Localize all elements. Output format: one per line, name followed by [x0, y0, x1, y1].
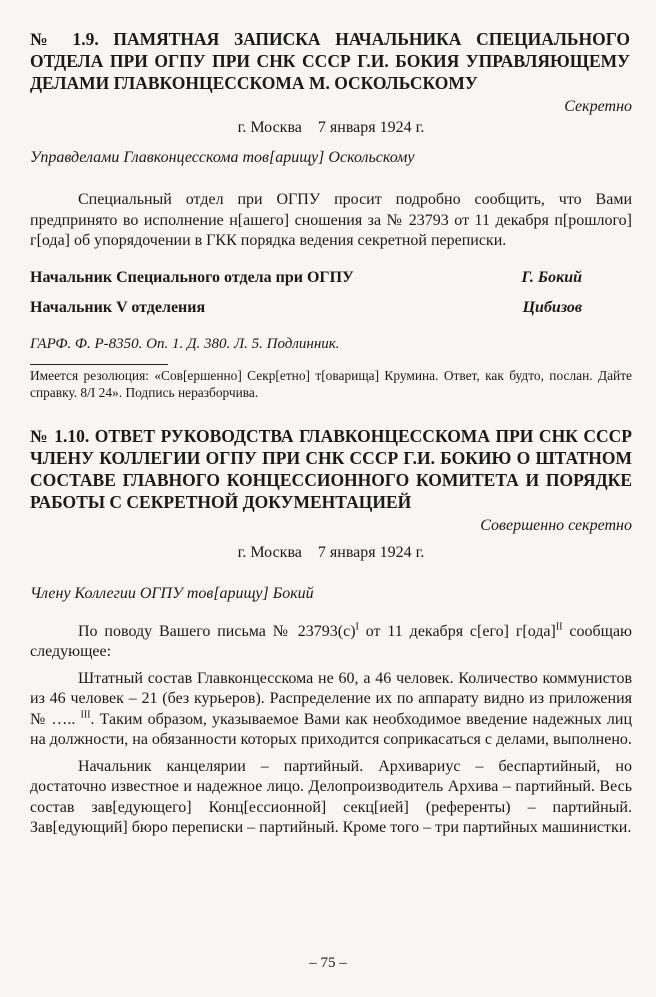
doc2-place-date [30, 543, 632, 563]
signature-position: Начальник Специального отдела при ОГПУ [30, 268, 354, 286]
doc2-date: 7 января 1924 г. [317, 543, 425, 561]
doc1-footnote: Имеется резолюция: «Сов[ершенно] Секр[етно] т[оварища] Крумина. Ответ, как будто, послан. Дайте справку. 8/I 24». Подпись неразборчива. [30, 367, 632, 400]
doc1-title: № 1.9. ПАМЯТНАЯ ЗАПИСКА НАЧАЛЬНИКА СПЕЦИАЛЬНОГО ОТДЕЛА ПРИ ОГПУ ПРИ СНК СССР Г.И. БОКИЯ УПРАВЛЯЮЩЕМУ ДЕЛАМИ ГЛАВКОНЦЕССКОМА М. ОСКОЛЬСКОМУ [30, 29, 630, 93]
doc1-archive-source: ГАРФ. Ф. Р-8350. Оп. 1. Д. 380. Л. 5. Подлинник. [30, 335, 340, 352]
doc2-paragraph-3: Начальник канцелярии – партийный. Архивариус – беспартийный, но достаточно известное и надежное лицо. Делопроизводитель Архива – партийный. Весь состав зав[едующего] Конц[ессионной] секц[ией] (референты) – партийный. Зав[едующий] бюро переписки – партийный. Кроме того – три партийных машинистки. [30, 757, 632, 836]
doc1-date: 7 января 1924 г. [317, 119, 425, 136]
doc1-signature-2 [30, 298, 632, 318]
signature-name: Г. Бокий [521, 268, 582, 286]
doc2-classification: Совершенно секретно [480, 516, 632, 534]
doc2-title: № 1.10. ОТВЕТ РУКОВОДСТВА ГЛАВКОНЦЕССКОМА ПРИ СНК СССР ЧЛЕНУ КОЛЛЕГИИ ОГПУ ПРИ СНК СССР Г.И. БОКИЮ О ШТАТНОМ СОСТАВЕ ГЛАВНОГО КОНЦЕССИОННОГО КОМИТЕТА И ПОРЯДКЕ РАБОТЫ С СЕКРЕТНОЙ ДОКУМЕНТАЦИЕЙ [30, 425, 632, 512]
doc2-place: г. Москва [237, 543, 302, 561]
page-content [30, 28, 632, 839]
doc2-paragraph-1: По поводу Вашего письма № $23793(с)^I$ от 11 декабря с[его] г[ода]$^{II}$ сообщаю следующее: [30, 621, 632, 660]
doc1-place-date [30, 118, 632, 138]
doc1-paragraph: Специальный отдел при ОГПУ просит подробно сообщить, что Вами предпринято во исполнение н[ашего] сношения за № 23793 от 11 декабря п[рошлого] г[ода] об упорядочении в ГКК порядка ведения секретной переписки. [30, 191, 632, 249]
doc1-place: г. Москва [237, 119, 302, 136]
doc1-classification: Секретно [564, 98, 632, 115]
signature-name: Цибизов [522, 298, 582, 316]
doc2-addressee: Члену Коллегии ОГПУ тов[арищу] Бокий [30, 584, 314, 602]
doc1-addressee: Управделами Главконцесскома тов[арищу] Оскольскому [30, 149, 415, 166]
doc2-paragraph-2: Штатный состав Главконцесскома не 60, а 46 человек. Количество коммунистов из 46 человек – 21 (без курьеров). Распределение их по аппарату видно из приложения № ….. $^{III}$. Таким образом, указываемое Вами как необходимое введение надежных лиц на должности, на обязанности которых приходится соприкасаться с делами, выполнено. [30, 669, 633, 748]
footnote-divider [30, 364, 168, 365]
doc1-signature-1 [30, 268, 632, 288]
signature-position: Начальник V отделения [30, 298, 206, 316]
page-number: – 75 – [309, 955, 347, 971]
